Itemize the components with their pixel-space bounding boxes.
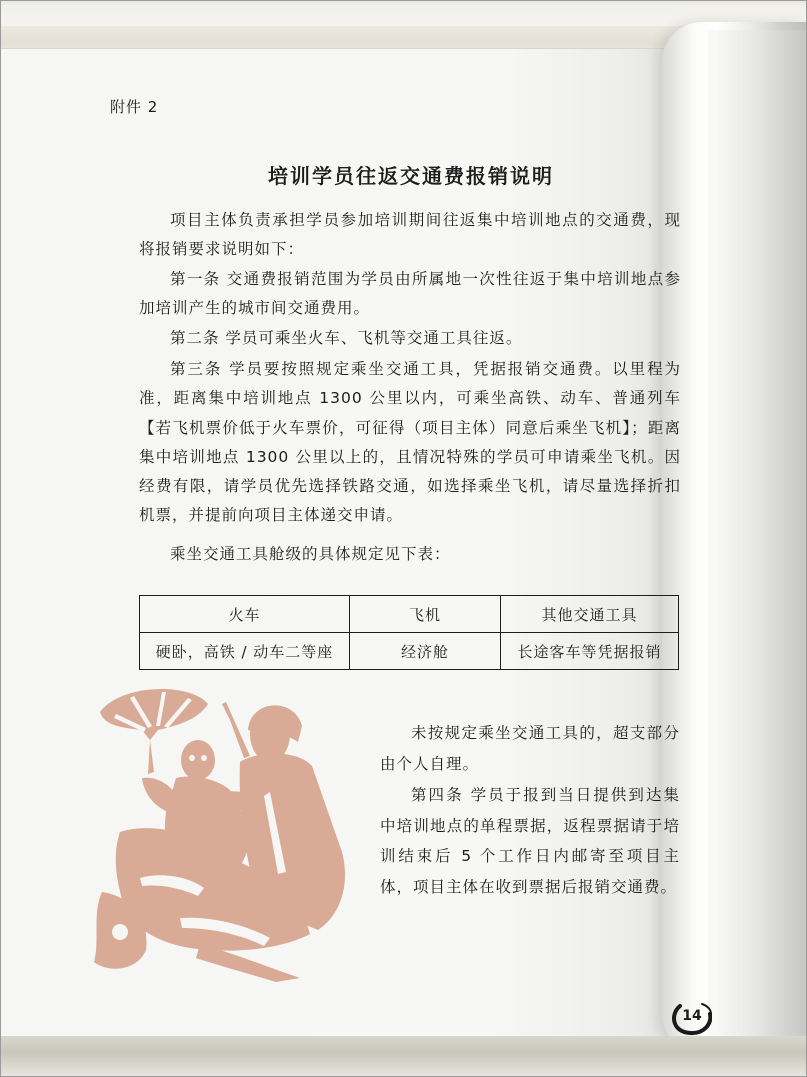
page-number-badge (672, 1000, 712, 1036)
scroll-bottom-edge (0, 1036, 807, 1077)
page-number: 14 (682, 1008, 702, 1024)
article-1: 第一条 交通费报销范围为学员由所属地一次性往返于集中培训地点参加培训产生的城市间交通费用。 (139, 270, 681, 318)
page-title: 培训学员往返交通费报销说明 (268, 164, 554, 188)
article-4: 第四条 学员于报到当日提供到达集中培训地点的单程票据，返程票据请于培训结束后 5 个工作日内邮寄至项目主体，项目主体在收到票据后报销交通费。 (380, 786, 680, 896)
article-2: 第二条 学员可乘坐火车、飞机等交通工具往返。 (170, 329, 523, 347)
table-header-plane: 飞机 (350, 596, 501, 633)
table-header-other: 其他交通工具 (501, 596, 679, 633)
table-header-train: 火车 (140, 596, 350, 633)
fare-class-table (139, 595, 679, 670)
attachment-label: 附件 2 (110, 98, 159, 116)
article-3: 第三条 学员要按照规定乘坐交通工具，凭据报销交通费。以里程为准，距离集中培训地点 1300 公里以内，可乘坐高铁、动车、普通列车【若飞机票价低于火车票价，可征得（项目主体）同意后乘坐飞机】；距离集中培训地点 1300 公里以上的，且情况特殊的学员可申请乘坐飞机。因经费有限，请学员优先选择铁路交通，如选择乘坐飞机，请尽量选择折扣机票，并提前向项目主体递交申请。 (139, 360, 681, 525)
table-cell-other: 长途客车等凭据报销 (501, 633, 679, 670)
intro-paragraph: 项目主体负责承担学员参加培训期间往返集中培训地点的交通费，现将报销要求说明如下： (139, 211, 681, 259)
non-compliance-note: 未按规定乘坐交通工具的，超支部分由个人自理。 (380, 724, 680, 773)
table-row (140, 633, 679, 670)
table-cell-plane: 经济舱 (350, 633, 501, 670)
opera-figures-papercut-icon (80, 682, 380, 982)
table-header-row (140, 596, 679, 633)
table-cell-train: 硬卧，高铁 / 动车二等座 (140, 633, 350, 670)
table-intro: 乘坐交通工具舱级的具体规定见下表： (170, 545, 451, 563)
